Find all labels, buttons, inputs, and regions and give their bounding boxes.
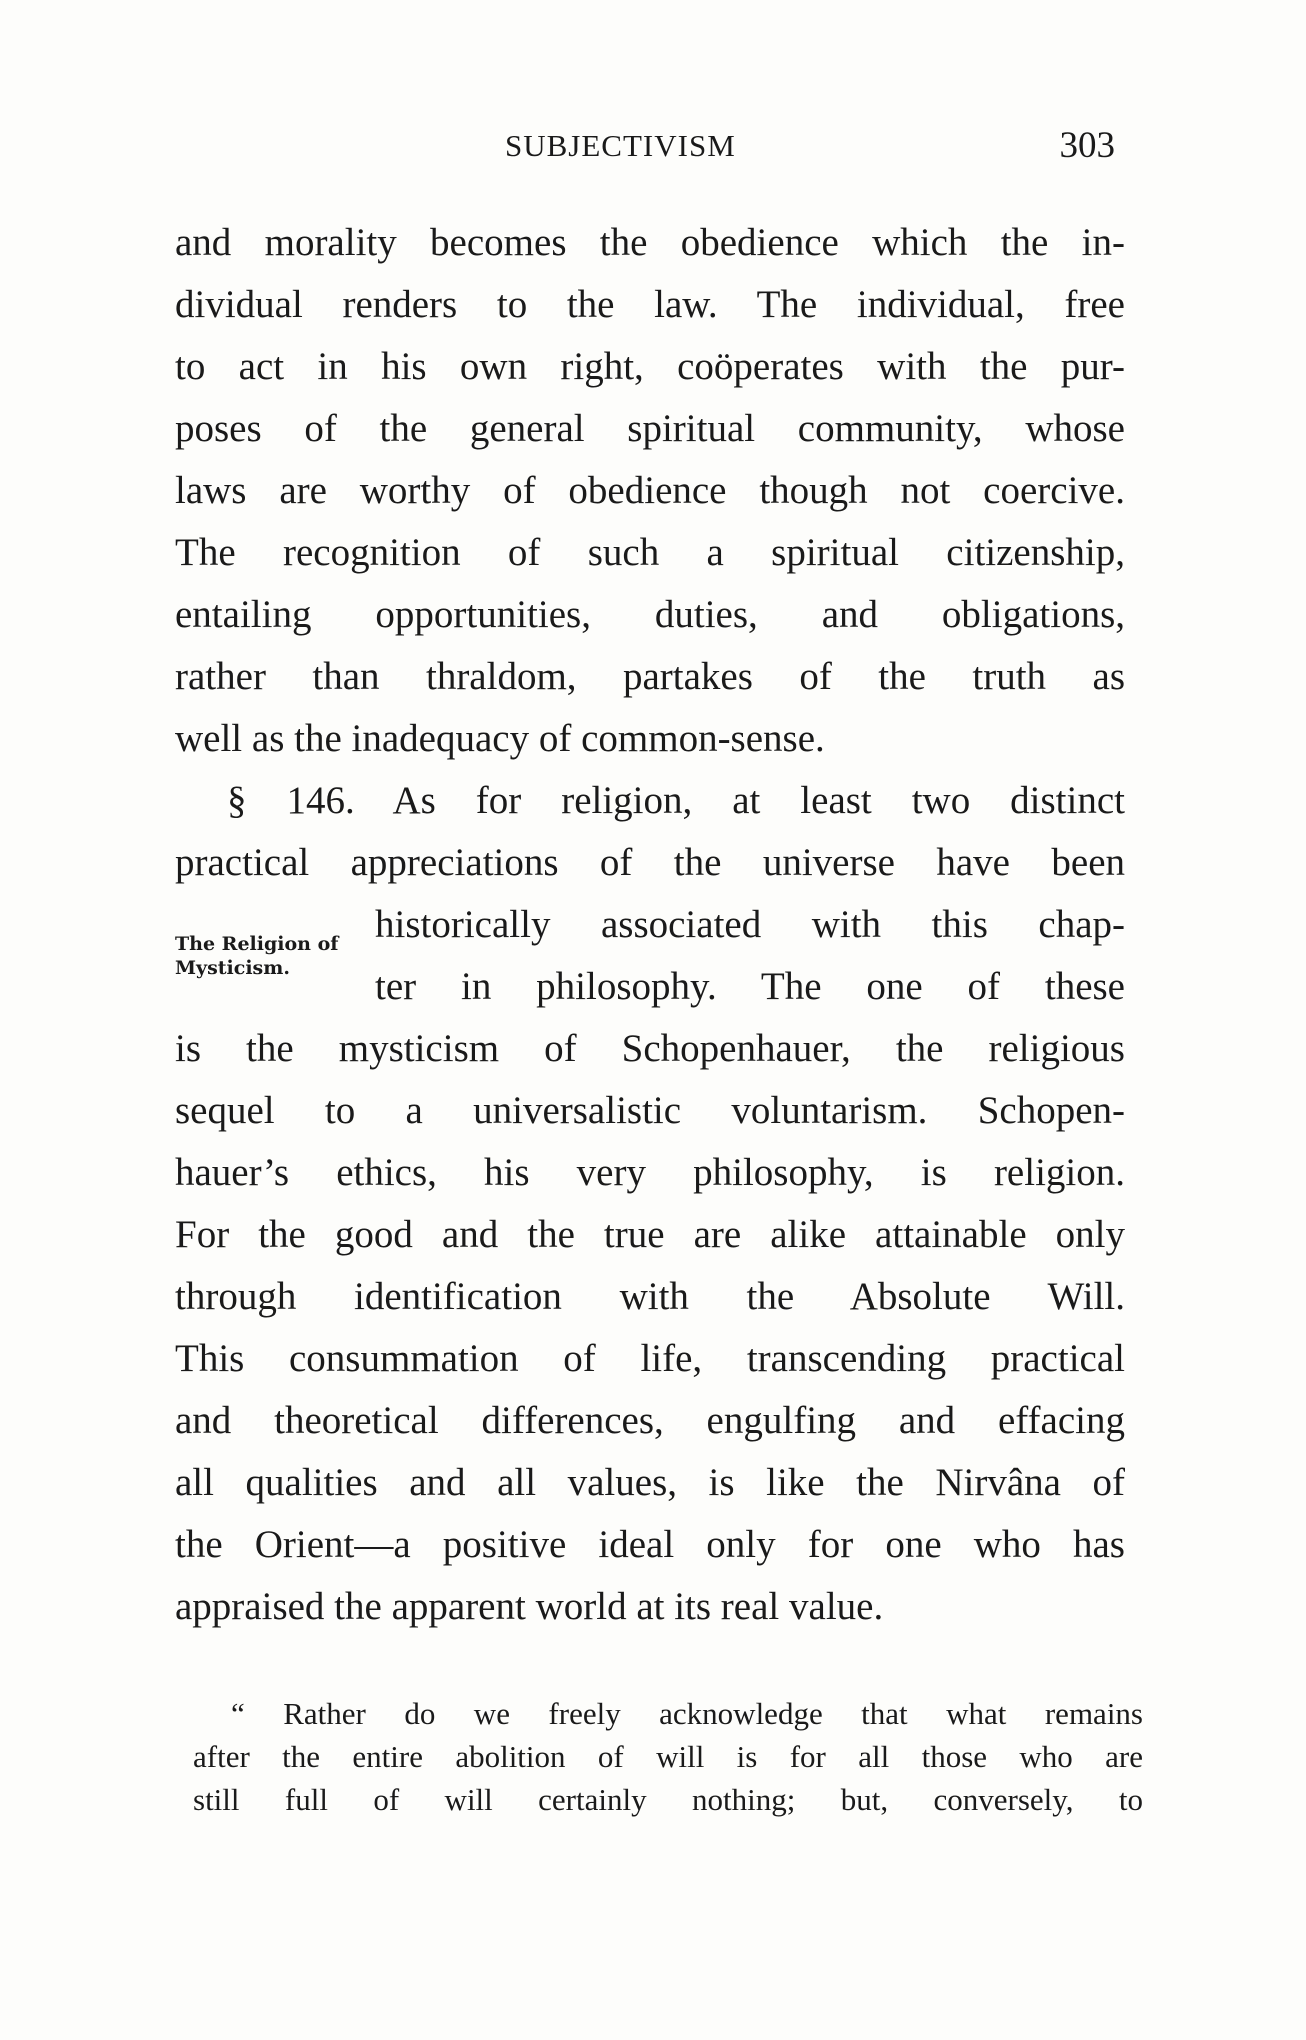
text-line: is the mysticism of Schopenhauer, the religious [175, 1027, 1125, 1070]
running-head [175, 125, 1115, 178]
text-line: and theoretical differences, engulfing and effacing [175, 1399, 1125, 1442]
text-line: through identification with the Absolute Will. [175, 1275, 1125, 1318]
text-line [175, 956, 1125, 1018]
text-line [175, 894, 1125, 956]
running-title: SUBJECTIVISM [505, 128, 736, 163]
text-line: sequel to a universalistic voluntarism. Schopen- [175, 1089, 1125, 1132]
quote-line: still full of will certainly nothing; but, conversely, to [193, 1782, 1143, 1817]
text-line: entailing opportunities, duties, and obligations, [175, 593, 1125, 636]
text-line: This consummation of life, transcending practical [175, 1337, 1125, 1380]
text-line-content: ter in philosophy. The one of these [375, 965, 1125, 1008]
quote-line: after the entire abolition of will is for all those who are [193, 1739, 1143, 1774]
text-line-content: historically associated with this chap- [375, 903, 1125, 946]
text-line: all qualities and all values, is like the Nirvâna of [175, 1461, 1125, 1504]
text-line: laws are worthy of obedience though not coercive. [175, 469, 1125, 512]
text-line: to act in his own right, coöperates with the pur- [175, 345, 1125, 388]
quote-line: “ Rather do we freely acknowledge that what remains [231, 1696, 1143, 1731]
text-line: and morality becomes the obedience which the in- [175, 221, 1125, 264]
text-line: poses of the general spiritual community, whose [175, 407, 1125, 450]
text-line: The recognition of such a spiritual citizenship, [175, 531, 1125, 574]
sidenote-title: The Religion of [175, 933, 339, 955]
body-text [175, 212, 1125, 1638]
text-line: appraised the apparent world at its real value. [175, 1585, 884, 1628]
text-line: rather than thraldom, partakes of the truth as [175, 655, 1125, 698]
text-line: practical appreciations of the universe have been [175, 841, 1125, 884]
text-line: § 146. As for religion, at least two distinct [227, 779, 1125, 822]
text-line: the Orient—a positive ideal only for one who has [175, 1523, 1125, 1566]
text-line: well as the inadequacy of common-sense. [175, 717, 825, 760]
paragraph-2 [175, 770, 1125, 1638]
page-number: 303 [1059, 125, 1115, 166]
text-line: hauer’s ethics, his very philosophy, is religion. [175, 1151, 1125, 1194]
text-line: dividual renders to the law. The individual, free [175, 283, 1125, 326]
text-line: For the good and the true are alike attainable only [175, 1213, 1125, 1256]
block-quotation [193, 1692, 1143, 1821]
paragraph-1 [175, 212, 1125, 770]
sidenote-title-continued: Mysticism. [175, 957, 290, 979]
